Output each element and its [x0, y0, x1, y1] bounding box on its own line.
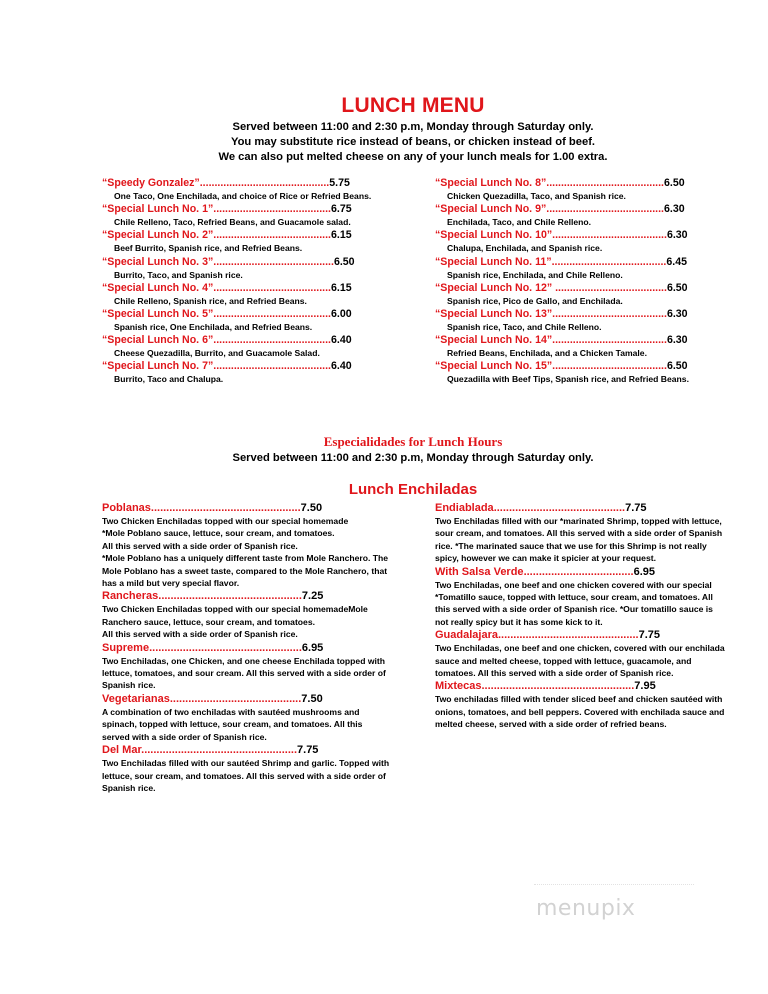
menu-item-description: Spanish rice, Taco, and Chile Relleno. — [447, 322, 602, 333]
menu-item-price: 6.30 — [666, 229, 688, 242]
menu-item-title — [102, 282, 392, 295]
menu-item-description: Spanish rice, One Enchilada, and Refried Beans. — [114, 322, 313, 333]
menu-item-title — [435, 229, 735, 242]
menu-item-title — [435, 203, 735, 216]
menu-item-price: 6.30 — [664, 203, 685, 216]
menu-item-dots: ........................................ — [546, 177, 664, 189]
enchilada-description: Two Enchiladas, one Chicken, and one cheese Enchilada topped with lettuce, tomatoes, and sour cream. All this served with a side order of Spanish rice. — [102, 655, 386, 691]
intro-text — [0, 120, 768, 165]
watermark-logo: menupix — [536, 896, 636, 921]
menu-item-price: 6.00 — [331, 308, 352, 321]
enchiladas-left — [102, 501, 392, 794]
menu-item-description: Cheese Quezadilla, Burrito, and Guacamole Salad. — [114, 348, 320, 359]
menu-item-dots: ........................................ — [213, 334, 331, 347]
intro-line: We can also put melted cheese on any of your lunch meals for 1.00 extra. — [218, 151, 608, 163]
menu-item-description: Chicken Quezadilla, Taco, and Spanish rice. — [447, 191, 626, 201]
watermark-dots — [534, 884, 694, 891]
enchilada-description: All this served with a side order of Spanish rice. — [102, 629, 298, 640]
menu-item-name: “Special Lunch No. 1” — [102, 203, 214, 216]
enchilada-dots: .............................................. — [497, 629, 639, 642]
menu-item-description: Chile Relleno, Spanish rice, and Refried Beans. — [114, 295, 307, 306]
menu-item-dots: ....................................... — [552, 360, 667, 373]
menu-item-title — [102, 177, 392, 190]
enchilada-title — [102, 743, 392, 757]
menu-item-dots: ....................................... — [552, 334, 667, 347]
menu-item-name: “Special Lunch No. 4” — [102, 281, 214, 294]
menu-item-price: 6.30 — [666, 334, 688, 347]
menu-item-name: “Special Lunch No. 15” — [435, 360, 553, 373]
menu-item-name: “Special Lunch No. 10” — [435, 229, 553, 242]
enchilada-title — [102, 692, 392, 706]
enchilada-name: Del Mar — [102, 744, 142, 757]
page-title: LUNCH MENU — [341, 94, 485, 117]
menu-item-price: 6.40 — [331, 334, 352, 347]
lunch-specials-left — [102, 177, 392, 387]
menu-item-dots: ........................................ — [546, 203, 664, 216]
menu-item-dots: ........................................ — [213, 281, 331, 294]
enchilada-price: 6.95 — [633, 565, 656, 578]
enchilada-description: Two enchiladas filled with tender sliced beef and chicken sautéed with onions, tomatoes, and bell peppers. Covered with enchilada sauce and melted cheese, served with a side order of refried beans. — [435, 694, 725, 730]
menu-item-dots: ............................................ — [199, 177, 330, 189]
menu-item-title — [102, 203, 392, 216]
menu-item-dots: ....................................... — [551, 255, 667, 268]
menu-item-description: Spanish rice, Enchilada, and Chile Relleno. — [447, 269, 623, 280]
menu-item-name: “Special Lunch No. 9” — [435, 203, 547, 216]
enchilada-name: Rancheras — [102, 590, 159, 603]
enchilada-dots: ........................................... — [169, 692, 302, 705]
menu-item-title — [102, 229, 392, 242]
menu-item-title — [102, 334, 392, 347]
enchilada-description: *Mole Poblano has a uniquely different taste from Mole Ranchero. The Mole Poblano has a sweet taste, compared to the Mole Ranchero, that has a mild but very special flavor. — [102, 553, 389, 589]
menu-item-name: “Special Lunch No. 13” — [435, 308, 553, 321]
menu-item-description: Burrito, Taco, and Spanish rice. — [114, 269, 243, 280]
menu-item-price: 6.15 — [331, 281, 352, 294]
enchilada-price: 6.95 — [301, 641, 324, 654]
menu-item-description: Quezadilla with Beef Tips, Spanish rice, and Refried Beans. — [447, 374, 689, 385]
menu-item-price: 6.45 — [666, 255, 687, 268]
menu-item-title — [435, 256, 735, 269]
enchilada-name: With Salsa Verde — [435, 565, 524, 578]
enchilada-price: 7.95 — [634, 680, 656, 693]
enchilada-title — [435, 501, 725, 515]
menu-item-price: 6.50 — [664, 177, 685, 189]
enchilada-name: Guadalajara — [435, 629, 498, 642]
enchilada-dots: ............................................... — [158, 590, 302, 603]
enchilada-name: Mixtecas — [435, 680, 482, 693]
enchilada-name: Supreme — [102, 641, 150, 654]
menu-item-name: “Speedy Gonzalez” — [102, 177, 200, 189]
enchilada-price: 7.50 — [300, 502, 323, 514]
enchilada-title — [102, 589, 392, 603]
enchilada-dots: .................................................. — [149, 641, 302, 654]
menu-item-price: 6.50 — [333, 255, 355, 268]
menu-item-title — [435, 177, 735, 190]
menu-item-title — [102, 360, 392, 373]
menu-item-dots: ........................................ — [213, 360, 331, 373]
menu-item-dots: ........................................ — [213, 308, 331, 321]
enchilada-title — [102, 501, 392, 515]
menu-item-price: 6.75 — [331, 203, 352, 216]
menu-item-description: Spanish rice, Pico de Gallo, and Enchilada. — [447, 295, 623, 306]
menu-item-title — [435, 334, 735, 347]
menu-item-title — [102, 256, 392, 269]
enchilada-description: Two Enchiladas filled with our sautéed Shrimp and garlic. Topped with lettuce, sour cream, and tomatoes. All this served with a side order of Spanish rice. — [102, 758, 390, 793]
menu-item-price: 5.75 — [329, 177, 350, 189]
enchilada-title — [435, 565, 725, 579]
menu-item-title — [435, 308, 735, 321]
enchilada-price: 7.75 — [625, 502, 647, 514]
menu-item-description: Enchilada, Taco, and Chile Relleno. — [447, 217, 592, 228]
enchilada-price: 7.75 — [297, 744, 319, 757]
lunch-specials-right — [435, 177, 735, 387]
menu-item-name: “Special Lunch No. 12” — [435, 281, 553, 294]
menu-item-title — [102, 308, 392, 321]
enchilada-description: Two Enchiladas, one beef and one chicken, covered with our enchilada sauce and melted cheese, topped with lettuce, guacamole, and tomatoes. All this served with a side order of Spanish rice. — [435, 643, 725, 679]
enchilada-description: Two Chicken Enchiladas topped with our special homemade — [102, 516, 349, 526]
menu-item-description: One Taco, One Enchilada, and choice of Rice or Refried Beans. — [114, 191, 372, 201]
enchilada-description: Two Enchiladas filled with our *marinated Shrimp, topped with lettuce, sour cream, and tomatoes. All this served with a side order of Spanish rice. *The marinated sauce that we use for this Shrimp is not really spicy, however we can make it spicier at your request. — [435, 516, 723, 564]
menu-item-price: 6.50 — [666, 281, 688, 294]
menu-item-name: “Special Lunch No. 2” — [102, 229, 214, 242]
enchilada-description: Two Chicken Enchiladas topped with our special homemadeMole Ranchero sauce, lettuce, sour cream, and tomatoes. — [102, 604, 368, 627]
especialidades-subtitle: Served between 11:00 and 2:30 p.m, Monday through Saturday only. — [232, 452, 594, 464]
intro-line: Served between 11:00 and 2:30 p.m, Monday through Saturday only. — [232, 121, 594, 133]
menu-item-name: “Special Lunch No. 11” — [435, 255, 552, 268]
enchilada-title — [435, 679, 725, 693]
menu-item-dots: ........................................ — [213, 203, 331, 216]
especialidades-title: Especialidades for Lunch Hours — [323, 434, 503, 449]
enchilada-title — [102, 641, 392, 655]
enchilada-name: Vegetarianas — [102, 692, 170, 705]
menu-item-name: “Special Lunch No. 5” — [102, 308, 214, 321]
menu-item-description: Refried Beans, Enchilada, and a Chicken Tamale. — [447, 348, 647, 359]
menu-item-description: Burrito, Taco and Chalupa. — [114, 374, 224, 385]
menu-item-name: “Special Lunch No. 14” — [435, 334, 553, 347]
enchilada-price: 7.75 — [638, 629, 660, 642]
menu-item-description: Chalupa, Enchilada, and Spanish rice. — [447, 243, 603, 254]
menu-item-price: 6.30 — [666, 308, 688, 321]
menu-item-description: Chile Relleno, Taco, Refried Beans, and Guacamole salad. — [114, 217, 351, 228]
enchilada-name: Endiablada — [435, 502, 494, 514]
enchilada-price: 7.50 — [301, 692, 323, 705]
enchilada-dots: .................................................. — [481, 680, 635, 693]
menu-item-price: 6.40 — [331, 360, 352, 373]
intro-line: You may substitute rice instead of beans, or chicken instead of beef. — [230, 136, 596, 148]
enchilada-dots: .................................... — [523, 565, 634, 578]
enchilada-name: Poblanas — [102, 502, 151, 514]
menu-item-title — [435, 360, 735, 373]
enchilada-description: A combination of two enchiladas with sautéed mushrooms and spinach, topped with lettuce, sour cream, and tomatoes. All this served with a side order of Spanish rice. — [102, 706, 363, 742]
enchilada-price: 7.25 — [301, 590, 324, 603]
menu-item-price: 6.50 — [666, 360, 688, 373]
menu-item-name: “Special Lunch No. 8” — [435, 177, 547, 189]
enchiladas-title: Lunch Enchiladas — [348, 481, 478, 498]
menu-item-name: “Special Lunch No. 3” — [102, 255, 214, 268]
enchilada-description: All this served with a side order of Spanish rice. — [102, 540, 298, 551]
menu-item-description: Beef Burrito, Spanish rice, and Refried Beans. — [114, 243, 303, 254]
menu-item-dots: ...................................... — [552, 281, 667, 294]
menu-item-dots: ........................................ — [213, 229, 331, 242]
enchilada-title — [435, 628, 725, 642]
enchiladas-right — [435, 501, 725, 731]
menu-item-dots: ....................................... — [552, 308, 667, 321]
enchilada-description: *Mole Poblano sauce, lettuce, sour cream, and tomatoes. — [102, 528, 335, 539]
menu-item-price: 6.15 — [331, 229, 352, 242]
menu-item-dots: ....................................... — [552, 229, 667, 242]
menu-item-dots: ......................................... — [213, 255, 334, 268]
menu-item-name: “Special Lunch No. 7” — [102, 360, 214, 373]
enchilada-description: Two Enchiladas, one beef and one chicken covered with our special *Tomatillo sauce, topped with lettuce, sour cream, and tomatoes. All this served with a side order of Spanish rice. *Our tomatillo sauce is not really spicy but it has some kick to it. — [435, 579, 713, 627]
enchilada-dots: ................................................. — [150, 502, 301, 514]
menu-item-name: “Special Lunch No. 6” — [102, 334, 214, 347]
enchilada-dots: ................................................... — [141, 744, 298, 757]
menu-item-title — [435, 282, 735, 295]
enchilada-dots: ........................................... — [493, 502, 626, 514]
